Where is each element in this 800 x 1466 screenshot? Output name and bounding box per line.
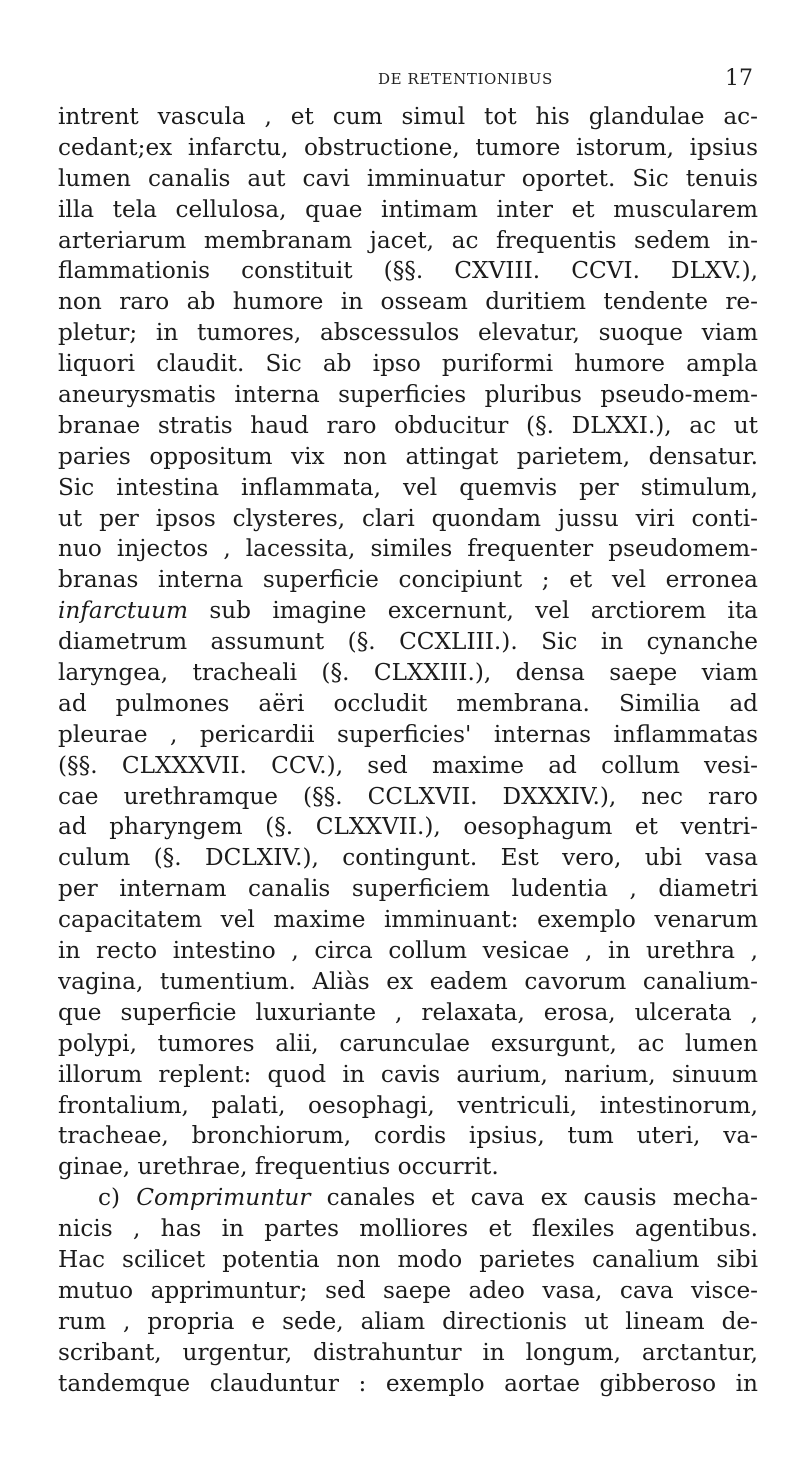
text-line: liquori claudit. Sic ab ipso puriformi humore ampla <box>58 350 758 378</box>
text-line: que superficie luxuriante , relaxata, erosa, ulcerata , <box>58 998 758 1026</box>
text-line: branae stratis haud raro obducitur (§. DLXXI.), ac ut <box>58 411 758 439</box>
text-line: rum , propria e sede, aliam directionis ut lineam de- <box>58 1307 758 1335</box>
text-line: culum (§. DCLXIV.), contingunt. Est vero, ubi vasa <box>58 844 758 872</box>
text-line: illa tela cellulosa, quae intimam inter et muscularem <box>58 195 758 223</box>
list-marker: c) <box>98 1184 137 1212</box>
text-line: aneurysmatis interna superficies pluribus pseudo-mem- <box>58 381 758 409</box>
text-line: pleurae , pericardii superficies' internas inflammatas <box>58 720 758 748</box>
text-line <box>58 1183 758 1214</box>
text-line: Sic intestina inflammata, vel quemvis per stimulum, <box>58 473 758 501</box>
text-line <box>58 596 758 627</box>
text-line: per internam canalis superficiem ludentia , diametri <box>58 875 758 903</box>
text-line: tracheae, bronchiorum, cordis ipsius, tum uteri, va- <box>58 1122 758 1150</box>
text-line: polypi, tumores alii, carunculae exsurgunt, ac lumen <box>58 1029 758 1057</box>
text-line: tandemque clauduntur : exemplo aortae gibberoso in <box>58 1369 758 1397</box>
text-line: cae urethramque (§§. CCLXVII. DXXXIV.), nec raro <box>58 782 758 810</box>
text-line: arteriarum membranam jacet, ac frequentis sedem in- <box>58 226 758 254</box>
text-line: mutuo apprimuntur; sed saepe adeo vasa, cava visce- <box>58 1276 758 1304</box>
italic-term: infarctuum <box>58 597 188 625</box>
text-line: frontalium, palati, oesophagi, ventriculi, intestinorum, <box>58 1091 758 1119</box>
text-line: ut per ipsos clysteres, clari quondam jussu viri conti- <box>58 504 758 532</box>
running-head: DE RETENTIONIBUS <box>378 70 553 88</box>
text-line: illorum replent: quod in cavis aurium, narium, sinuum <box>58 1060 758 1088</box>
text-line: diametrum assumunt (§. CCXLIII.). Sic in cynanche <box>58 628 758 656</box>
text-line: (§§. CLXXXVII. CCV.), sed maxime ad collum vesi- <box>58 751 758 779</box>
text-run: canales et cava ex causis mecha- <box>310 1184 758 1212</box>
body-text <box>58 102 758 1399</box>
text-run: sub imagine excernunt, vel arctiorem ita <box>188 597 758 625</box>
text-line: nicis , has in partes molliores et flexiles agentibus. <box>58 1215 758 1243</box>
text-line: pletur; in tumores, abscessulos elevatur, suoque viam <box>58 319 758 347</box>
text-line: ad pharyngem (§. CLXXVII.), oesophagum et ventri- <box>58 813 758 841</box>
text-line: laryngea, tracheali (§. CLXXIII.), densa saepe viam <box>58 659 758 687</box>
page-number: 17 <box>725 66 753 91</box>
text-line: capacitatem vel maxime imminuant: exemplo venarum <box>58 906 758 934</box>
paragraph-end-line: ginae, urethrae, frequentius occurrit. <box>58 1153 499 1181</box>
text-line: nuo injectos , lacessita, similes frequenter pseudomem- <box>58 535 758 563</box>
text-line: scribant, urgentur, distrahuntur in longum, arctantur, <box>58 1338 758 1366</box>
text-line: ad pulmones aëri occludit membrana. Similia ad <box>58 689 758 717</box>
text-line: cedant;ex infarctu, obstructione, tumore istorum, ipsius <box>58 133 758 161</box>
text-line: paries oppositum vix non attingat parietem, densatur. <box>58 442 758 470</box>
text-line: Hac scilicet potentia non modo parietes canalium sibi <box>58 1245 758 1273</box>
text-line: lumen canalis aut cavi imminuatur oportet. Sic tenuis <box>58 164 758 192</box>
text-line: intrent vascula , et cum simul tot his glandulae ac- <box>58 103 758 130</box>
text-line: in recto intestino , circa collum vesicae , in urethra , <box>58 937 758 965</box>
text-line: non raro ab humore in osseam duritiem tendente re- <box>58 288 758 316</box>
text-line: flammationis constituit (§§. CXVIII. CCVI. DLXV.), <box>58 257 758 285</box>
italic-term: Comprimuntur <box>136 1184 311 1212</box>
text-line: branas interna superficie concipiunt ; et vel erronea <box>58 566 758 594</box>
text-line: vagina, tumentium. Aliàs ex eadem cavorum canalium- <box>58 967 758 995</box>
